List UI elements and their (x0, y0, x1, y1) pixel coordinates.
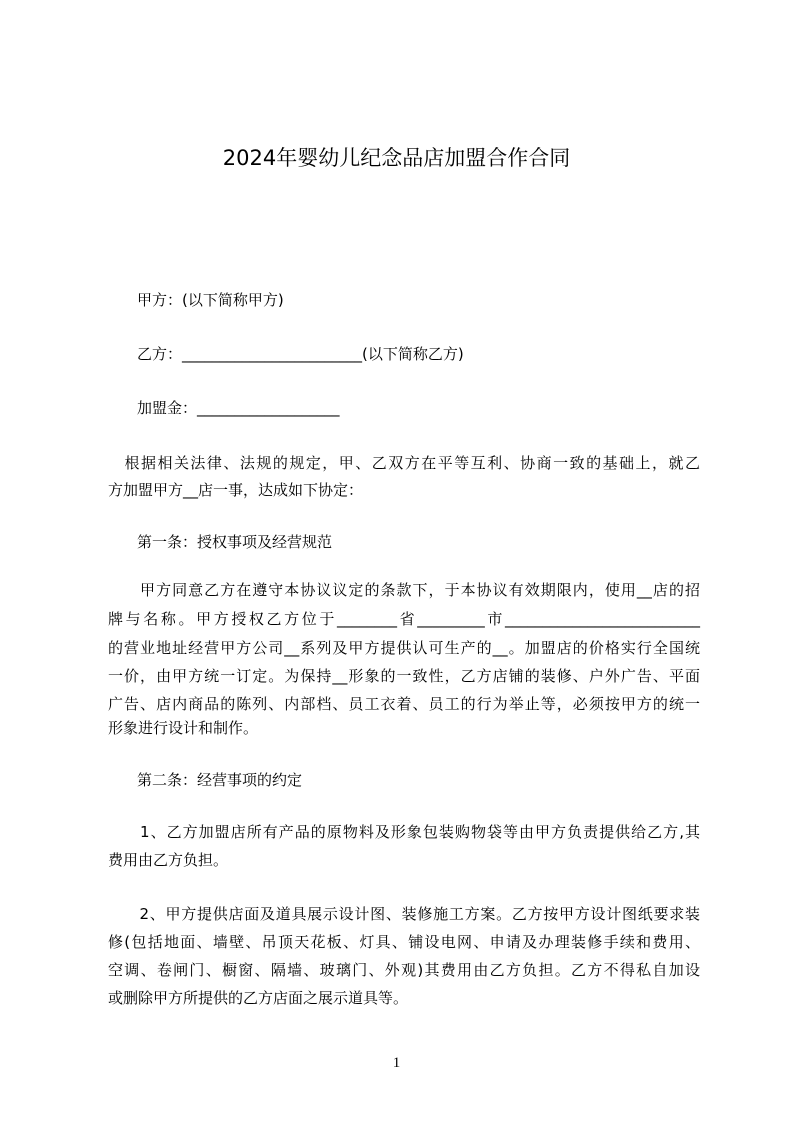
article1-line: 形象进行设计和制作。 (108, 719, 259, 737)
item1-line: 费用由乙方负担。 (108, 851, 229, 869)
document-title: 2024年婴幼儿纪念品店加盟合作合同 (222, 146, 571, 170)
franchise-fee-line: 加盟金：___________________ (137, 399, 340, 417)
intro-line: 根据相关法律、法规的规定，甲、乙双方在平等互利、协商一致的基础上，就乙 (108, 454, 700, 472)
article1-heading: 第一条：授权事项及经营规范 (137, 533, 333, 551)
article1-line: 甲方同意乙方在遵守本协议议定的条款下，于本协议有效期限内，使用__店的招 (108, 581, 700, 599)
item2-line: 修(包括地面、墙壁、吊顶天花板、灯具、铺设电网、申请及办理装修手续和费用、 (108, 933, 700, 951)
article1-line: 广告、店内商品的陈列、内部档、员工衣着、员工的行为举止等，必须按甲方的统一 (108, 695, 700, 713)
article1-line: 的营业地址经营甲方公司__系列及甲方提供认可生产的__。加盟店的价格实行全国统 (108, 639, 700, 657)
item1-line: 1、乙方加盟店所有产品的原物料及形象包装购物袋等由甲方负责提供给乙方,其 (108, 823, 700, 841)
article1-line: 牌与名称。甲方授权乙方位于________省_________市__________________________ (108, 610, 700, 628)
item2-line: 2、甲方提供店面及道具展示设计图、装修施工方案。乙方按甲方设计图纸要求装 (108, 905, 700, 923)
item2-line: 或删除甲方所提供的乙方店面之展示道具等。 (108, 989, 409, 1007)
article2-heading: 第二条：经营事项的约定 (137, 771, 303, 789)
intro-line: 方加盟甲方__店一事，达成如下协定： (108, 481, 364, 499)
item2-line: 空调、卷闸门、橱窗、隔墙、玻璃门、外观)其费用由乙方负担。乙方不得私自加设 (108, 961, 700, 979)
party-a-line: 甲方：(以下简称甲方) (137, 291, 284, 309)
article1-line: 一价，由甲方统一订定。为保持__形象的一致性，乙方店铺的装修、户外广告、平面 (108, 667, 700, 685)
page-number: 1 (392, 1055, 401, 1071)
party-b-line: 乙方：________________________(以下简称乙方) (137, 345, 464, 363)
